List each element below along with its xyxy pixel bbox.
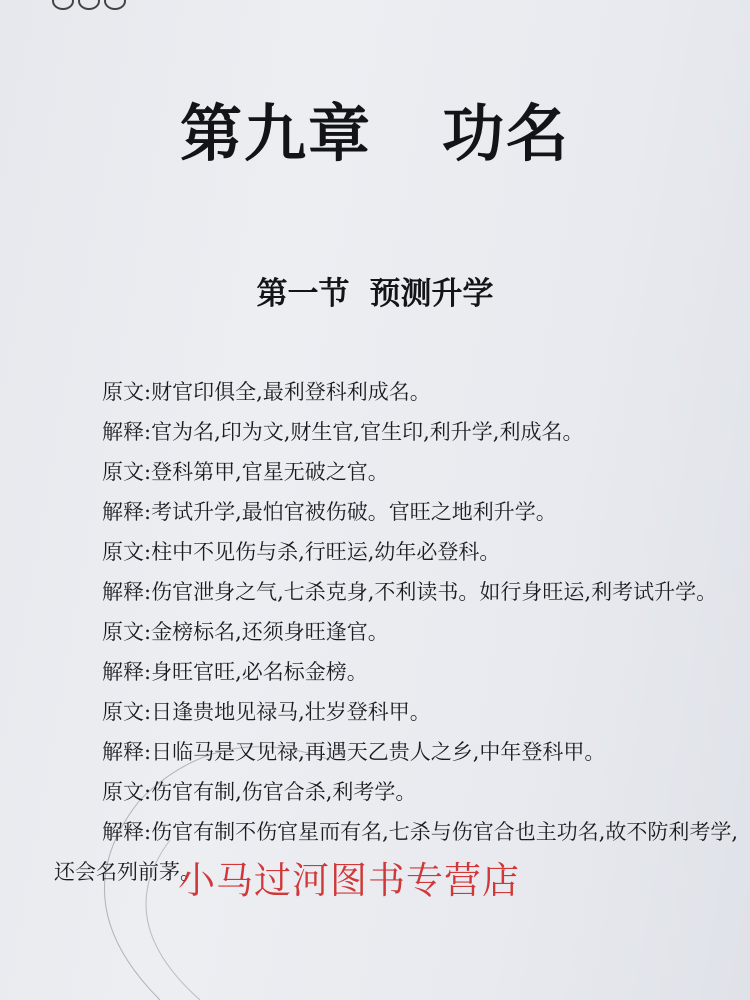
entry-label: 解释: [102, 820, 152, 844]
entry-explanation [54, 732, 744, 772]
section-number: 第一节 [256, 276, 350, 312]
entry-text: 伤官泄身之气,七杀克身,不利读书。如行身旺运,利考试升学。 [151, 580, 718, 604]
ring-mark-icon [52, 0, 74, 10]
entry-label: 解释: [102, 580, 152, 604]
entry-original [54, 612, 744, 652]
entry-label: 原文: [102, 780, 152, 804]
entry-text: 考试升学,最怕官被伤破。官旺之地利升学。 [151, 500, 557, 524]
entry-original [54, 772, 744, 812]
text-entries [54, 372, 744, 892]
entry-text: 身旺官旺,必名标金榜。 [151, 660, 368, 684]
entry-text: 日逢贵地见禄马,壮岁登科甲。 [151, 700, 431, 724]
entry-label: 原文: [102, 540, 152, 564]
entry-label: 原文: [102, 380, 152, 404]
entry-label: 原文: [102, 620, 152, 644]
store-watermark: 小马过河图书专营店 [178, 859, 520, 902]
entry-text: 伤官有制,伤官合杀,利考学。 [151, 780, 417, 804]
chapter-name: 功名 [442, 97, 571, 170]
entry-explanation [54, 492, 744, 532]
entry-text: 登科第甲,官星无破之官。 [151, 460, 389, 484]
entry-label: 原文: [102, 700, 152, 724]
entry-text: 伤官有制不伤官星而有名,七杀与伤官合也主功名,故不防利考学,还会名列前茅。 [54, 820, 739, 884]
chapter-number: 第九章 [179, 97, 372, 170]
entry-label: 解释: [102, 740, 152, 764]
entry-original [54, 372, 744, 412]
entry-text: 财官印俱全,最利登科利成名。 [151, 380, 431, 404]
entry-text: 日临马是又见禄,再遇天乙贵人之乡,中年登科甲。 [151, 740, 606, 764]
entry-label: 解释: [102, 500, 152, 524]
entry-explanation [54, 812, 748, 892]
entry-original [54, 692, 744, 732]
ring-mark-icon [104, 0, 126, 10]
section-title [0, 268, 750, 313]
entry-label: 原文: [102, 460, 152, 484]
entry-explanation [54, 572, 748, 612]
ring-mark-icon [78, 0, 100, 10]
entry-text: 柱中不见伤与杀,行旺运,幼年必登科。 [151, 540, 501, 564]
entry-explanation [54, 412, 744, 452]
section-name: 预测升学 [369, 276, 494, 312]
entry-label: 解释: [102, 420, 152, 444]
entry-explanation [54, 652, 744, 692]
entry-original [54, 452, 744, 492]
top-edge-marks [52, 0, 126, 10]
entry-label: 解释: [102, 660, 152, 684]
entry-text: 官为名,印为文,财生官,官生印,利升学,利成名。 [151, 420, 584, 444]
entry-original [54, 532, 744, 572]
chapter-title [0, 84, 750, 173]
entry-text: 金榜标名,还须身旺逢官。 [151, 620, 389, 644]
